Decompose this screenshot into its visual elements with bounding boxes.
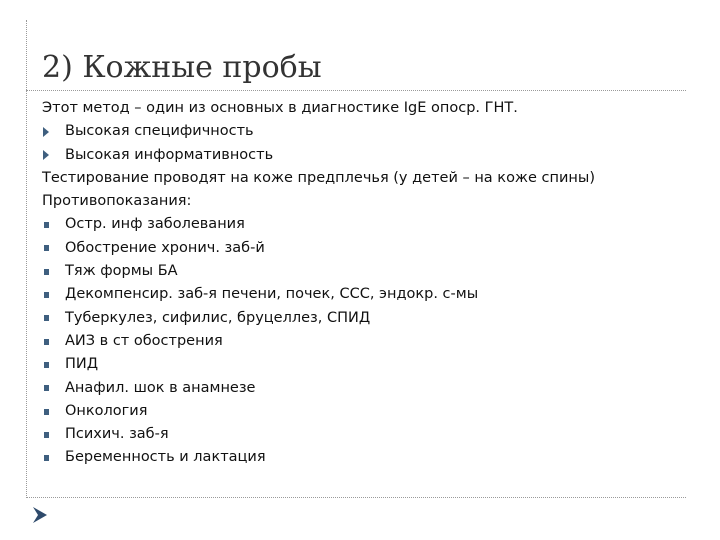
arrow-list-text: Высокая специфичность bbox=[65, 123, 254, 140]
contraindication-text: АИЗ в ст обострения bbox=[65, 332, 223, 349]
triangle-right-icon bbox=[42, 127, 65, 137]
title-dotted-rule bbox=[26, 90, 686, 91]
square-bullet-icon bbox=[42, 455, 65, 461]
square-bullet-icon bbox=[42, 339, 65, 345]
square-bullet-icon bbox=[42, 292, 65, 298]
contraindication-item bbox=[42, 353, 682, 376]
bottom-dotted-rule bbox=[26, 497, 686, 498]
arrow-list-text: Высокая информативность bbox=[65, 146, 274, 163]
contraindication-text: Обострение хронич. заб-й bbox=[65, 239, 265, 256]
square-bullet-icon bbox=[42, 362, 65, 368]
square-bullet-icon bbox=[42, 315, 65, 321]
contraindication-text: Анафил. шок в анамнезе bbox=[65, 379, 256, 396]
contraindication-item bbox=[42, 423, 682, 446]
contraindication-item bbox=[42, 446, 682, 469]
square-bullet-icon bbox=[42, 385, 65, 391]
arrow-list-item bbox=[42, 144, 682, 167]
contraindication-text: Декомпенсир. заб-я печени, почек, ССС, эндокр. с-мы bbox=[65, 286, 479, 303]
contraindication-text: Психич. заб-я bbox=[65, 426, 169, 443]
square-bullet-icon bbox=[42, 269, 65, 275]
arrow-list-item bbox=[42, 120, 682, 143]
contraindication-text: Остр. инф заболевания bbox=[65, 216, 245, 233]
corner-arrow-icon bbox=[31, 505, 51, 525]
contraindication-item bbox=[42, 213, 682, 236]
square-bullet-icon bbox=[42, 409, 65, 415]
testing-note-text: Тестирование проводят на коже предплечья (у детей – на коже спины) bbox=[42, 169, 595, 186]
left-dotted-rule bbox=[26, 20, 27, 498]
slide-title: 2) Кожные пробы bbox=[42, 50, 322, 85]
contraindication-item bbox=[42, 330, 682, 353]
contraindication-item bbox=[42, 377, 682, 400]
contraindication-text: Беременность и лактация bbox=[65, 449, 266, 466]
contraindication-item bbox=[42, 237, 682, 260]
triangle-right-icon bbox=[42, 150, 65, 160]
contraindication-item bbox=[42, 400, 682, 423]
contraindication-text: Тяж формы БА bbox=[65, 263, 178, 280]
contraindication-item bbox=[42, 307, 682, 330]
contraindication-text: ПИД bbox=[65, 356, 99, 373]
slide-body bbox=[42, 97, 682, 470]
contraindication-text: Онкология bbox=[65, 402, 148, 419]
testing-note-line bbox=[42, 167, 682, 190]
intro-line bbox=[42, 97, 682, 120]
contraindications-heading-line bbox=[42, 190, 682, 213]
contraindication-item bbox=[42, 260, 682, 283]
square-bullet-icon bbox=[42, 245, 65, 251]
square-bullet-icon bbox=[42, 432, 65, 438]
contraindication-text: Туберкулез, сифилис, бруцеллез, СПИД bbox=[65, 309, 371, 326]
contraindication-item bbox=[42, 283, 682, 306]
square-bullet-icon bbox=[42, 222, 65, 228]
intro-text: Этот метод – один из основных в диагностике IgE опоср. ГНТ. bbox=[42, 100, 518, 116]
contraindications-heading: Противопоказания: bbox=[42, 193, 192, 210]
